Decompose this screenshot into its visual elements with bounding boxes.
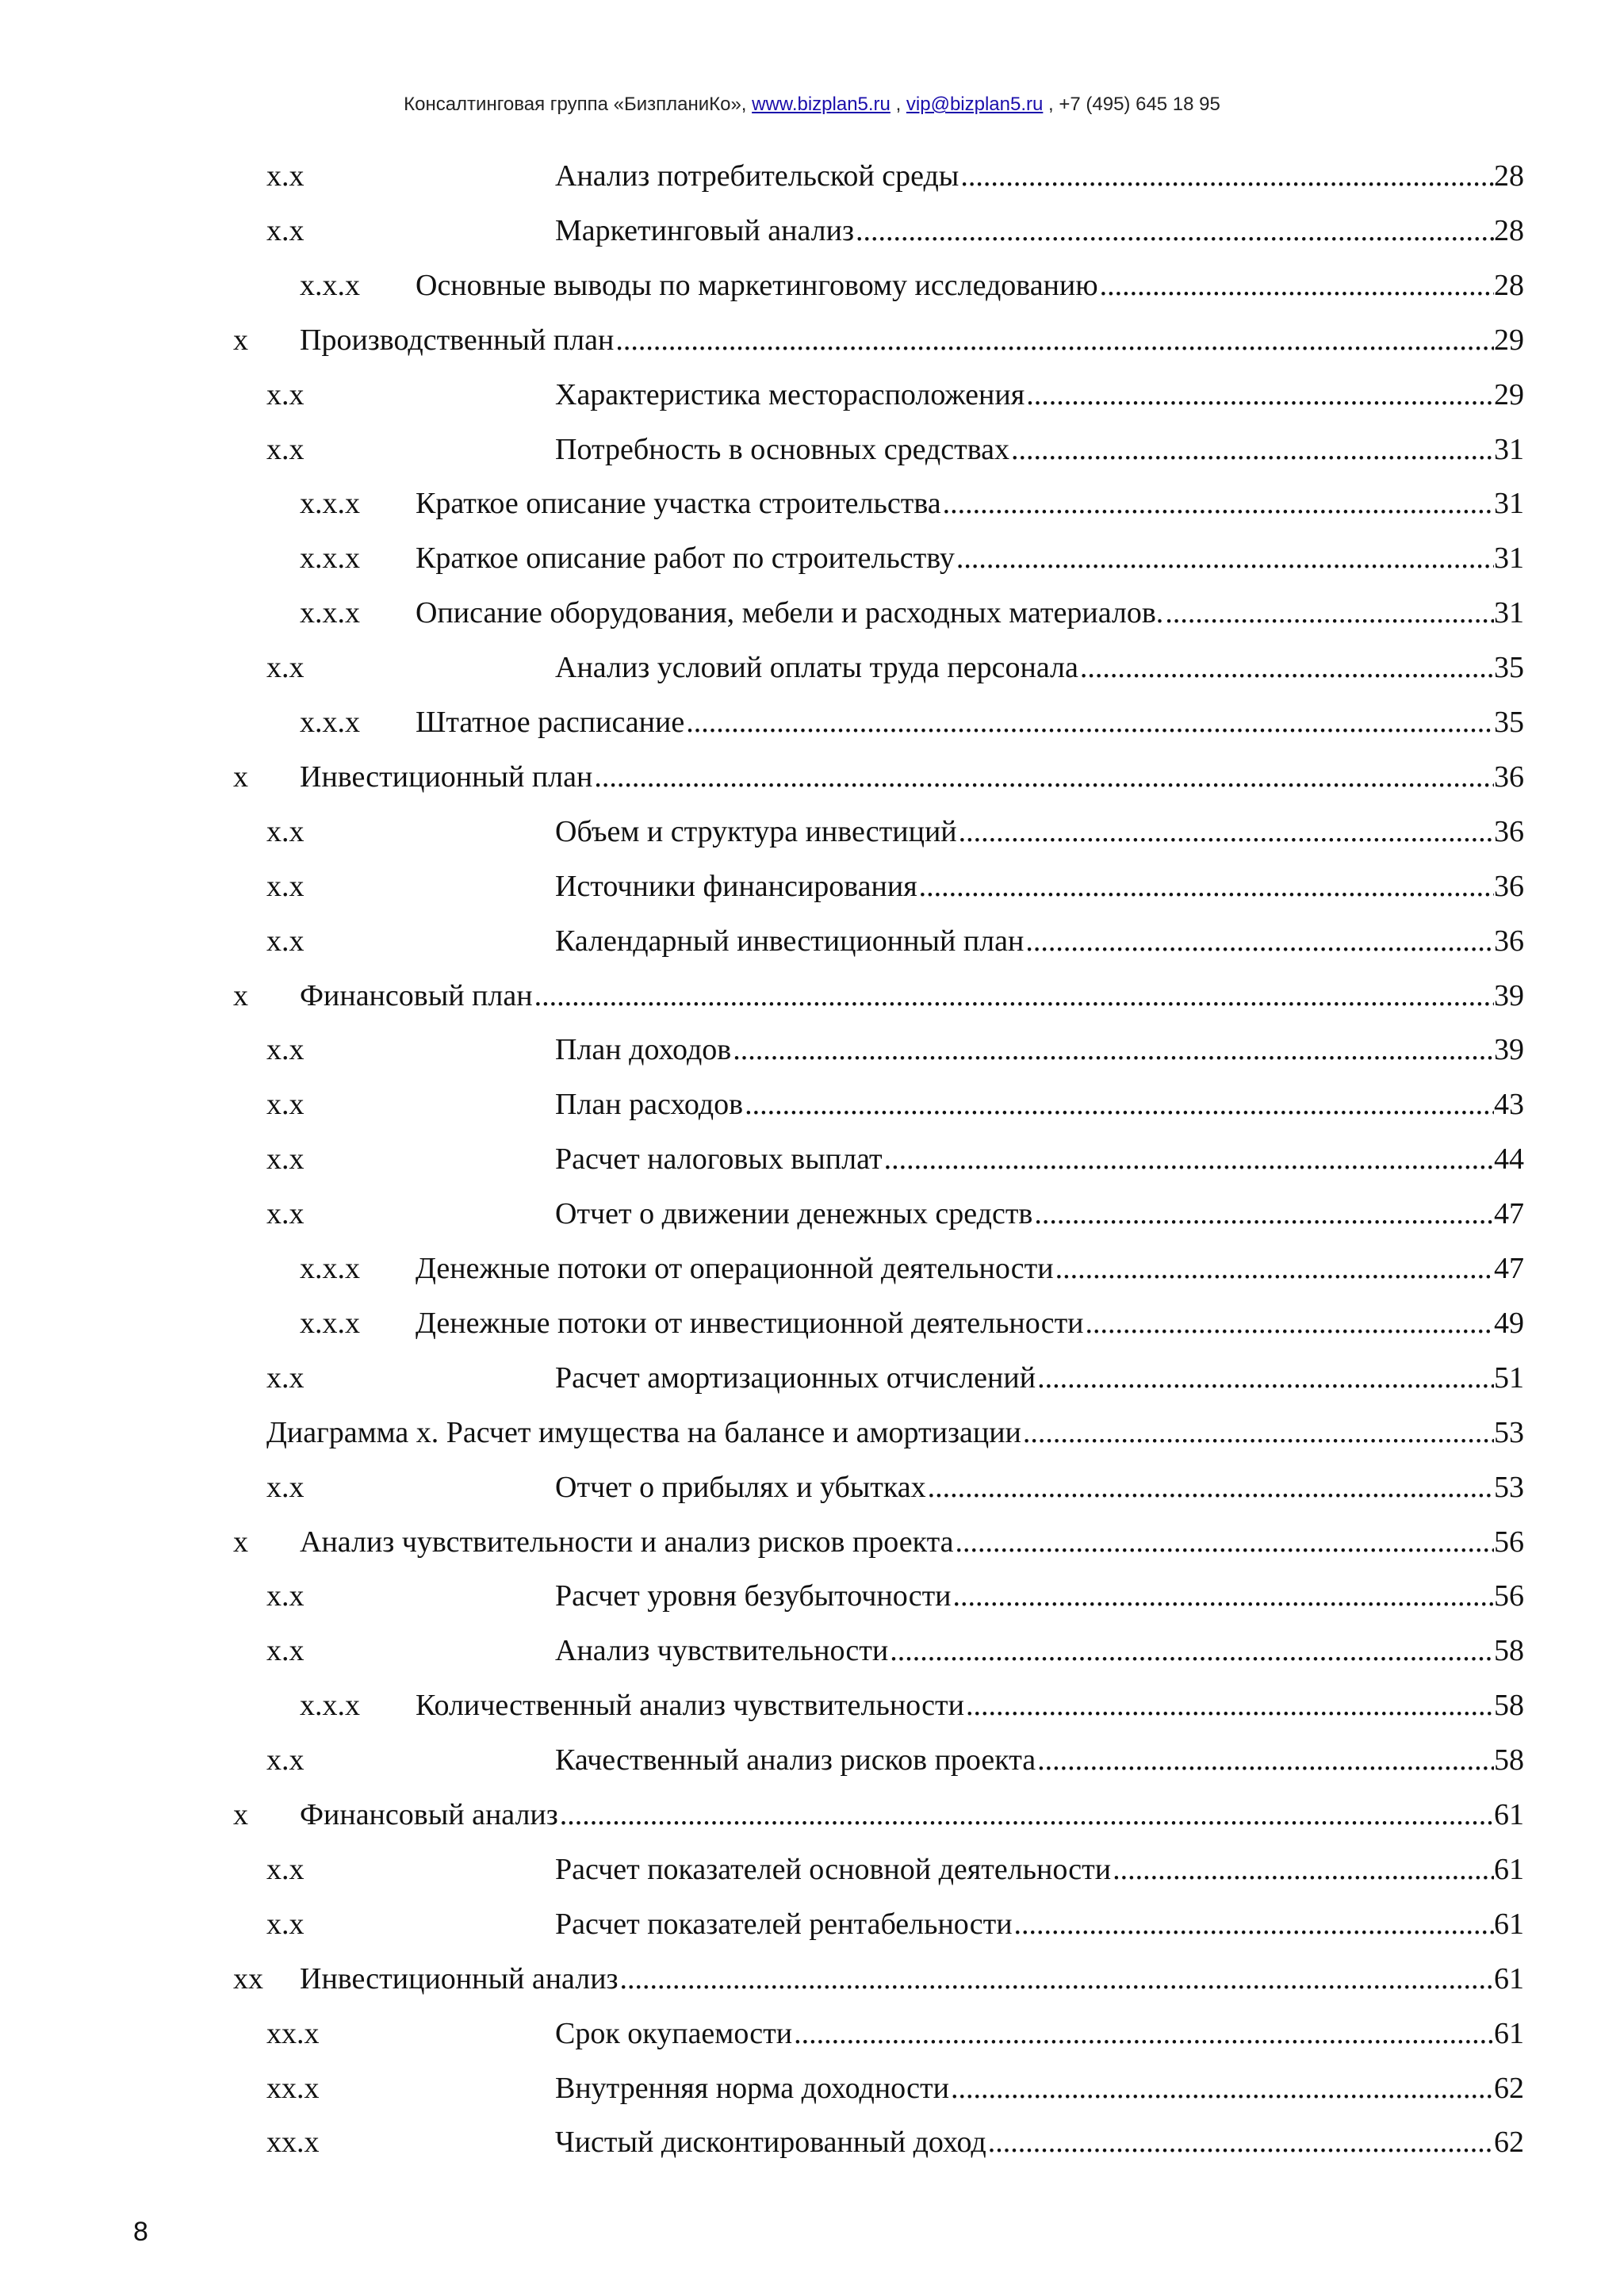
toc-entry-title: Расчет амортизационных отчислений	[555, 1360, 1036, 1395]
toc-entry-title: Отчет о движении денежных средств	[555, 1197, 1033, 1231]
dot-leader	[1163, 587, 1494, 638]
dot-leader	[955, 533, 1494, 584]
toc-entry-number: x.x	[266, 377, 304, 411]
toc-entry-number: x.x.x	[300, 706, 360, 739]
toc-entry-page: 53	[1494, 1415, 1524, 1449]
toc-entry-number: x.x	[266, 1579, 304, 1613]
toc-entry-number: x.x	[266, 1907, 304, 1941]
dot-leader	[1024, 916, 1494, 966]
toc-entry[interactable]	[0, 478, 1524, 529]
toc-entry-number: x.x.x	[300, 268, 360, 302]
toc-entry-page: 61	[1494, 1907, 1524, 1941]
toc-entry[interactable]	[0, 2063, 1524, 2114]
toc-entry-page: 28	[1494, 213, 1524, 247]
toc-entry-page: 47	[1494, 1197, 1524, 1231]
toc-entry-title: Инвестиционный анализ	[300, 1961, 619, 1996]
toc-entry-page: 49	[1494, 1306, 1524, 1340]
toc-entry-page: 51	[1494, 1360, 1524, 1395]
toc-entry-page: 43	[1494, 1088, 1524, 1122]
dot-leader	[888, 1625, 1494, 1676]
toc-entry-page: 36	[1494, 869, 1524, 903]
toc-entry-title: Расчет показателей рентабельности	[555, 1907, 1013, 1941]
dot-leader	[1098, 260, 1494, 311]
toc-entry[interactable]	[0, 151, 1524, 201]
toc-entry-title: Расчет налоговых выплат	[555, 1142, 883, 1177]
toc-entry-title: Штатное расписание	[416, 706, 685, 739]
toc-entry-title: Анализ условий оплаты труда персонала	[555, 651, 1078, 685]
toc-entry-page: 58	[1494, 1634, 1524, 1668]
toc-entry-number: x.x	[266, 1360, 304, 1395]
toc-entry[interactable]	[0, 1079, 1524, 1130]
toc-entry-number: x.x	[266, 1470, 304, 1504]
toc-entry[interactable]	[0, 752, 1524, 802]
toc-entry-title: Отчет о прибылях и убытках	[555, 1470, 926, 1504]
toc-entry-number: x.x	[266, 1852, 304, 1886]
toc-entry-title: Календарный инвестиционный план	[555, 924, 1025, 958]
toc-entry[interactable]	[0, 533, 1524, 584]
dot-leader	[1021, 1407, 1494, 1458]
toc-entry[interactable]	[0, 2008, 1524, 2059]
toc-entry-number: x.x	[266, 651, 304, 685]
toc-entry[interactable]	[0, 1134, 1524, 1184]
toc-entry[interactable]	[0, 1680, 1524, 1731]
dot-leader	[614, 315, 1494, 365]
toc-entry[interactable]	[0, 1954, 1524, 2004]
toc-entry-number: x	[233, 760, 248, 794]
toc-entry-number: x.x	[266, 1033, 304, 1067]
toc-entry-page: 39	[1494, 1033, 1524, 1067]
dot-leader	[1054, 1243, 1494, 1294]
toc-entry-number: xx	[233, 1961, 263, 1996]
toc-entry[interactable]	[0, 1844, 1524, 1895]
phone-number: , +7 (495) 645 18 95	[1048, 94, 1220, 115]
toc-entry-number: x.x	[266, 1743, 304, 1777]
dot-leader	[964, 1680, 1494, 1731]
email-link[interactable]: vip@bizplan5.ru	[906, 94, 1044, 115]
toc-entry-number: x.x.x	[300, 1306, 360, 1340]
toc-entry-page: 56	[1494, 1525, 1524, 1559]
toc-entry-title: Инвестиционный план	[300, 760, 593, 794]
toc-entry-number: x.x	[266, 1197, 304, 1231]
toc-entry-number: xx.x	[266, 2126, 320, 2160]
toc-entry-title: Характеристика месторасположения	[555, 377, 1025, 411]
dot-leader	[1025, 369, 1494, 420]
dot-leader	[959, 151, 1494, 201]
toc-entry-page: 39	[1494, 978, 1524, 1012]
dot-leader	[957, 806, 1494, 857]
toc-entry[interactable]	[0, 1571, 1524, 1621]
toc-entry[interactable]	[0, 1899, 1524, 1950]
toc-entry[interactable]	[0, 1462, 1524, 1513]
toc-entry-page: 36	[1494, 924, 1524, 958]
toc-entry[interactable]	[0, 1625, 1524, 1676]
toc-entry-number: xx.x	[266, 2071, 320, 2105]
dot-leader	[1032, 1188, 1494, 1239]
dot-leader	[926, 1462, 1494, 1513]
toc-entry-page: 31	[1494, 432, 1524, 466]
toc-entry-page: 58	[1494, 1689, 1524, 1723]
toc-entry-number: x.x	[266, 1142, 304, 1177]
toc-entry-page: 61	[1494, 1798, 1524, 1831]
toc-entry[interactable]	[0, 1024, 1524, 1075]
dot-leader	[684, 697, 1494, 748]
toc-entry-title: Анализ потребительской среды	[555, 159, 959, 193]
toc-entry-title: Количественный анализ чувствительности	[416, 1689, 964, 1723]
toc-entry-number: x.x	[266, 432, 304, 466]
toc-entry-title: Краткое описание участка строительства	[416, 487, 941, 521]
toc-entry[interactable]	[0, 1735, 1524, 1785]
toc-entry-number: x	[233, 978, 248, 1012]
dot-leader	[743, 1079, 1494, 1130]
toc-entry-page: 31	[1494, 541, 1524, 576]
toc-entry-title: План доходов	[555, 1033, 732, 1067]
toc-entry[interactable]	[0, 369, 1524, 420]
website-link[interactable]: www.bizplan5.ru	[752, 94, 891, 115]
dot-leader	[986, 2117, 1494, 2168]
toc-entry[interactable]	[0, 315, 1524, 365]
toc-entry-number: xx.x	[266, 2016, 320, 2050]
toc-entry-number: x.x.x	[300, 487, 360, 521]
toc-entry[interactable]	[0, 1243, 1524, 1294]
dot-leader	[1036, 1353, 1494, 1403]
toc-entry-page: 31	[1494, 487, 1524, 521]
toc-entry-title: Диаграмма x. Расчет имущества на балансе и амортизации	[266, 1415, 1021, 1449]
toc-entry[interactable]	[0, 424, 1524, 475]
toc-entry-page: 36	[1494, 760, 1524, 794]
toc-entry-page: 61	[1494, 1852, 1524, 1886]
toc-entry-page: 53	[1494, 1470, 1524, 1504]
toc-entry-title: Анализ чувствительности	[555, 1634, 889, 1668]
toc-entry-page: 56	[1494, 1579, 1524, 1613]
page-header	[0, 94, 1624, 116]
toc-entry[interactable]	[0, 916, 1524, 966]
dot-leader	[619, 1954, 1494, 2004]
toc-entry-title: Денежные потоки от операционной деятельности	[416, 1252, 1054, 1285]
toc-entry-number: x.x.x	[300, 1689, 360, 1723]
toc-entry-title: Источники финансирования	[555, 869, 917, 903]
toc-entry-title: Анализ чувствительности и анализ рисков проекта	[300, 1525, 954, 1559]
dot-leader	[854, 205, 1494, 256]
toc-entry-title: Финансовый анализ	[300, 1798, 558, 1831]
dot-leader	[558, 1789, 1494, 1840]
dot-leader	[533, 970, 1494, 1021]
toc-entry-page: 47	[1494, 1252, 1524, 1285]
toc-entry-number: x.x.x	[300, 1252, 360, 1285]
toc-entry-title: План расходов	[555, 1088, 744, 1122]
toc-entry-page: 35	[1494, 706, 1524, 739]
toc-entry-number: x.x	[266, 924, 304, 958]
toc-entry[interactable]	[0, 970, 1524, 1021]
toc-entry-number: x.x	[266, 159, 304, 193]
toc-entry-title: Расчет показателей основной деятельности	[555, 1852, 1112, 1886]
toc-entry-page: 36	[1494, 814, 1524, 848]
toc-entry[interactable]	[0, 587, 1524, 638]
toc-entry[interactable]	[0, 1517, 1524, 1567]
toc-entry-page: 29	[1494, 377, 1524, 411]
dot-leader	[917, 861, 1494, 912]
toc-entry[interactable]	[0, 1407, 1524, 1458]
toc-entry[interactable]	[0, 861, 1524, 912]
toc-entry-page: 61	[1494, 1961, 1524, 1996]
dot-leader	[1084, 1298, 1494, 1349]
toc-entry-title: Описание оборудования, мебели и расходных материалов.	[416, 596, 1164, 630]
toc-entry[interactable]	[0, 260, 1524, 311]
dot-leader	[949, 2063, 1494, 2114]
toc-entry-number: x.x	[266, 869, 304, 903]
toc-entry-number: x.x.x	[300, 541, 360, 576]
toc-entry-title: Чистый дисконтированный доход	[555, 2126, 986, 2160]
toc-entry[interactable]	[0, 806, 1524, 857]
company-name: Консалтинговая группа «БизпланиКо»,	[404, 94, 747, 115]
toc-entry-page: 61	[1494, 2016, 1524, 2050]
dot-leader	[883, 1134, 1494, 1184]
dot-leader	[952, 1571, 1494, 1621]
toc-entry-page: 28	[1494, 268, 1524, 302]
page-number: 8	[133, 2217, 148, 2247]
toc-entry-title: Маркетинговый анализ	[555, 213, 854, 247]
toc-entry-page: 62	[1494, 2126, 1524, 2160]
dot-leader	[592, 752, 1494, 802]
toc-entry-number: x.x	[266, 1088, 304, 1122]
toc-entry-title: Потребность в основных средствах	[555, 432, 1010, 466]
toc-entry-title: Производственный план	[300, 323, 615, 357]
header-separator: ,	[895, 94, 902, 115]
toc-entry-title: Финансовый план	[300, 978, 533, 1012]
dot-leader	[1013, 1899, 1494, 1950]
toc-entry[interactable]	[0, 1188, 1524, 1239]
toc-entry[interactable]	[0, 205, 1524, 256]
toc-entry[interactable]	[0, 2117, 1524, 2168]
toc-entry-number: x	[233, 1525, 248, 1559]
toc-entry-page: 58	[1494, 1743, 1524, 1777]
dot-leader	[1009, 424, 1494, 475]
toc-entry-page: 29	[1494, 323, 1524, 357]
toc-entry-number: x.x	[266, 213, 304, 247]
toc-entry-title: Основные выводы по маркетинговому исследованию	[416, 268, 1098, 302]
toc-entry[interactable]	[0, 1353, 1524, 1403]
toc-entry-number: x.x	[266, 1634, 304, 1668]
toc-entry-number: x	[233, 1798, 248, 1831]
toc-entry-page: 62	[1494, 2071, 1524, 2105]
dot-leader	[954, 1517, 1494, 1567]
dot-leader	[941, 478, 1494, 529]
toc-entry-page: 35	[1494, 651, 1524, 685]
toc-entry[interactable]	[0, 697, 1524, 748]
toc-entry-title: Объем и структура инвестиций	[555, 814, 957, 848]
dot-leader	[1078, 642, 1494, 693]
toc-entry-title: Внутренняя норма доходности	[555, 2071, 949, 2105]
dot-leader	[1111, 1844, 1494, 1895]
toc-entry-page: 28	[1494, 159, 1524, 193]
toc-entry-title: Срок окупаемости	[555, 2016, 793, 2050]
toc-entry-title: Денежные потоки от инвестиционной деятельности	[416, 1306, 1084, 1340]
toc-entry-number: x.x	[266, 814, 304, 848]
dot-leader	[1036, 1735, 1494, 1785]
toc-entry-title: Краткое описание работ по строительству	[416, 541, 955, 576]
dot-leader	[792, 2008, 1494, 2059]
toc-entry-number: x.x.x	[300, 596, 360, 630]
toc-entry[interactable]	[0, 642, 1524, 693]
toc-entry-title: Расчет уровня безубыточности	[555, 1579, 952, 1613]
toc-entry-title: Качественный анализ рисков проекта	[555, 1743, 1036, 1777]
dot-leader	[731, 1024, 1494, 1075]
toc-entry-number: x	[233, 323, 248, 357]
toc-entry[interactable]	[0, 1298, 1524, 1349]
toc-entry[interactable]	[0, 1789, 1524, 1840]
toc-entry-page: 44	[1494, 1142, 1524, 1177]
toc-entry-page: 31	[1494, 596, 1524, 630]
